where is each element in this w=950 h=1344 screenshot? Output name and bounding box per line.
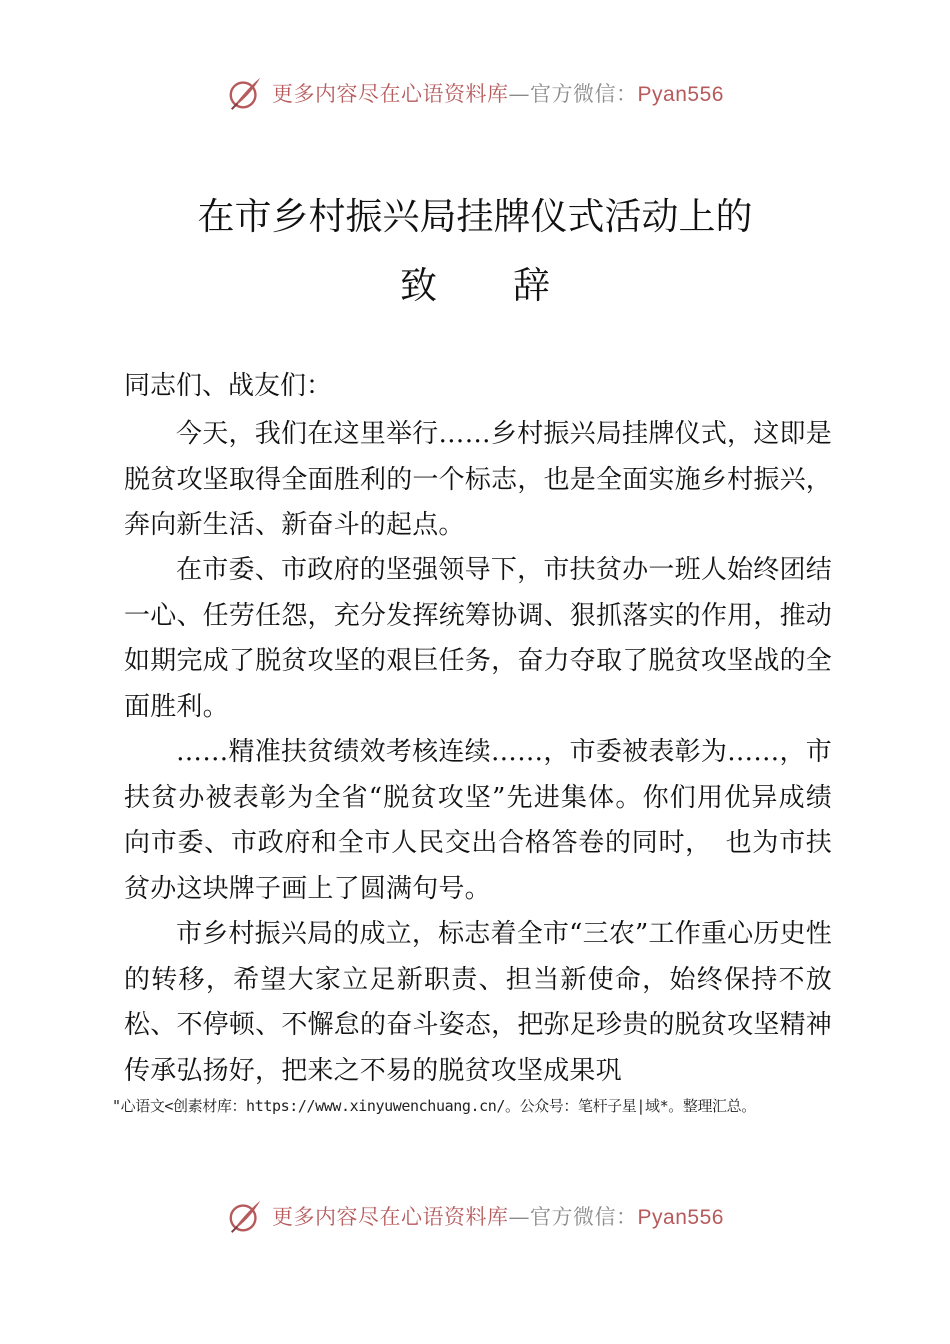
paragraph: 在市委、市政府的坚强领导下，市扶贫办一班人始终团结一心、任劳任怨，充分发挥统筹协调、狠抓落实的作用，推动如期完成了脱贫攻坚的艰巨任务，奋力夺取了脱贫攻坚战的全面胜利。: [124, 555, 832, 722]
watermark-wechat-id: Pyan556: [637, 1206, 724, 1229]
source-footnote: "心语文<创素材库：https://www.xinyuwenchuang.cn/。公众号：笔杆子星|域*。整理汇总。: [112, 1097, 756, 1115]
greeting: 同志们、战友们：: [124, 371, 333, 401]
watermark-main-text: 更多内容尽在心语资料库: [272, 1205, 509, 1229]
watermark-text: [272, 78, 724, 108]
watermark-wechat-id: Pyan556: [637, 83, 724, 106]
watermark-text: [272, 1201, 724, 1231]
header-watermark: [0, 68, 950, 118]
watermark-separator: —: [508, 82, 531, 106]
document-title: 在市乡村振兴局挂牌仪式活动上的: [197, 195, 753, 238]
quill-pen-logo-icon: [226, 1197, 264, 1235]
quill-pen-logo-icon: [226, 74, 264, 112]
paragraph: ……精准扶贫绩效考核连续……，市委被表彰为……，市扶贫办被表彰为全省“脱贫攻坚”先进集体。你们用优异成绩向市委、市政府和全市人民交出合格答卷的同时， 也为市扶贫办这块牌子画上了圆满句号。: [124, 737, 832, 904]
paragraph: 市乡村振兴局的成立，标志着全市“三农”工作重心历史性的转移，希望大家立足新职责、担当新使命，始终保持不放松、不停顿、不懈怠的奋斗姿态，把弥足珍贵的脱贫攻坚精神传承弘扬好，把来之不易的脱贫攻坚成果巩: [124, 919, 832, 1086]
watermark-sub-text: 官方微信：: [530, 1205, 638, 1229]
paragraph: 今天，我们在这里举行……乡村振兴局挂牌仪式，这即是脱贫攻坚取得全面胜利的一个标志，也是全面实施乡村振兴，奔向新生活、新奋斗的起点。: [124, 419, 832, 540]
document-subtitle: 致辞: [400, 264, 626, 307]
footer-watermark: [0, 1191, 950, 1241]
watermark-main-text: 更多内容尽在心语资料库: [272, 82, 509, 106]
watermark-separator: —: [508, 1205, 531, 1229]
watermark-sub-text: 官方微信：: [530, 82, 638, 106]
